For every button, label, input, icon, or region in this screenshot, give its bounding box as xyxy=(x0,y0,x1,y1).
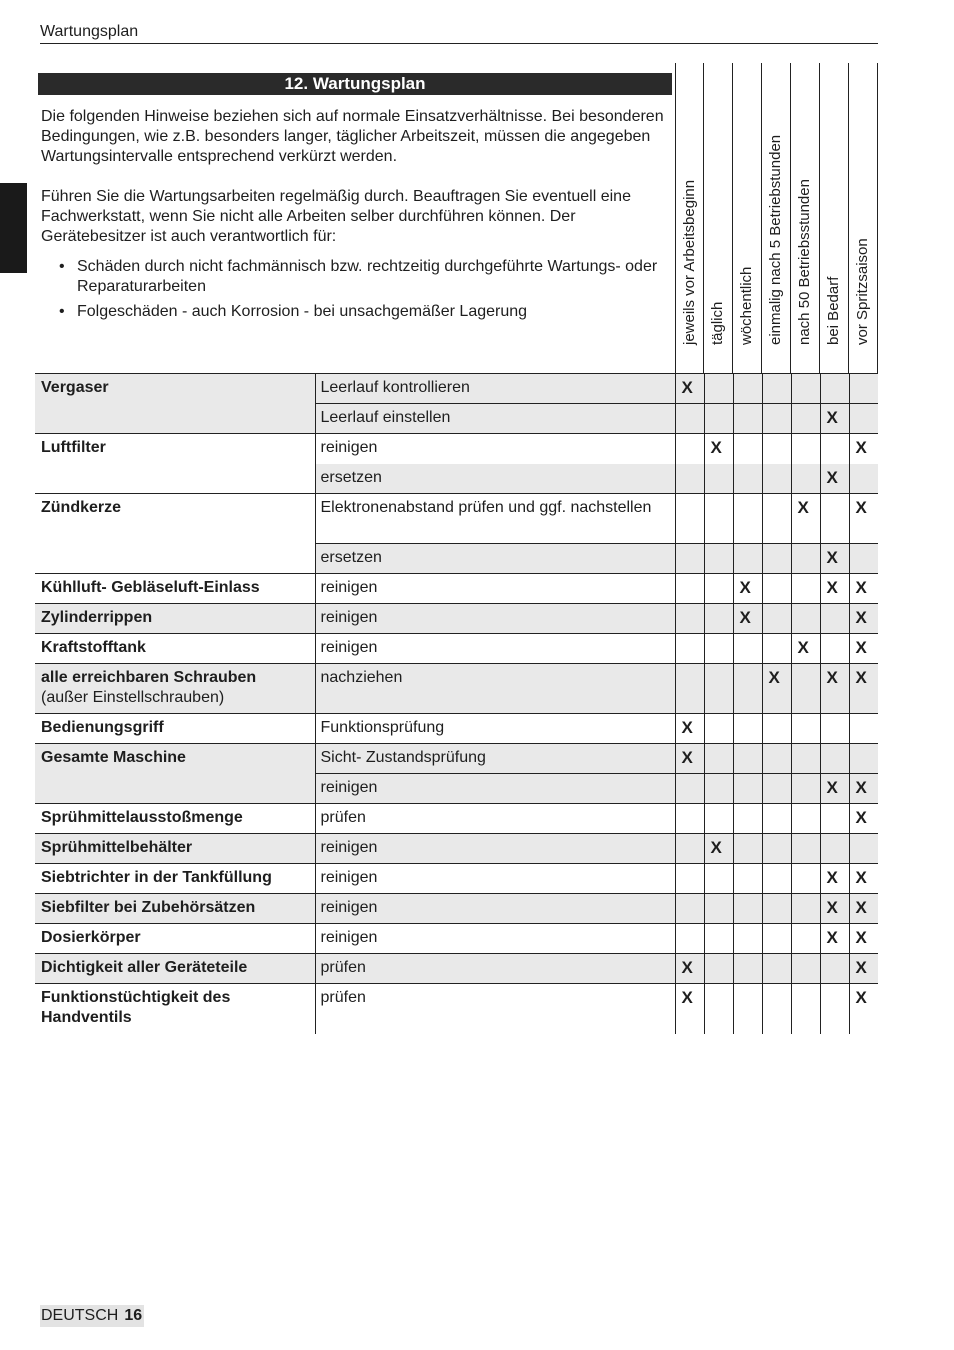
interval-mark-cell xyxy=(704,714,733,744)
interval-mark-cell xyxy=(791,714,820,744)
running-header: Wartungsplan xyxy=(40,23,139,40)
interval-mark: X xyxy=(849,924,878,954)
interval-mark: X xyxy=(820,894,849,924)
interval-mark: X xyxy=(791,634,820,664)
interval-mark: X xyxy=(675,374,704,404)
frequency-column-header xyxy=(733,63,762,373)
interval-mark-cell xyxy=(849,404,878,434)
interval-mark-cell xyxy=(704,954,733,984)
table-row xyxy=(35,634,878,664)
table-row xyxy=(35,834,878,864)
action-cell: Leerlauf einstellen xyxy=(315,404,675,434)
action-cell: reinigen xyxy=(315,924,675,954)
interval-mark-cell xyxy=(820,744,849,774)
interval-mark: X xyxy=(820,574,849,604)
frequency-column-header xyxy=(820,63,849,373)
interval-mark-cell xyxy=(820,714,849,744)
interval-mark-cell xyxy=(849,714,878,744)
interval-mark-cell xyxy=(791,404,820,434)
component-name: Siebfilter bei Zubehörsätzen xyxy=(41,899,256,916)
component-name: Zylinderrippen xyxy=(41,609,153,626)
maintenance-table xyxy=(35,373,878,1034)
interval-mark: X xyxy=(820,664,849,714)
action-cell: reinigen xyxy=(315,604,675,634)
interval-mark-cell xyxy=(849,374,878,404)
interval-mark-cell xyxy=(791,434,820,464)
table-row xyxy=(35,984,878,1034)
interval-mark-cell xyxy=(675,804,704,834)
component-name: Sprühmittelbehälter xyxy=(41,839,193,856)
interval-mark-cell xyxy=(733,744,762,774)
interval-mark-cell xyxy=(675,924,704,954)
interval-mark: X xyxy=(675,744,704,774)
interval-mark-cell xyxy=(791,804,820,834)
interval-mark-cell xyxy=(762,374,791,404)
interval-mark: X xyxy=(733,604,762,634)
component-cell xyxy=(35,744,315,804)
component-cell xyxy=(35,664,315,714)
interval-mark-cell xyxy=(762,574,791,604)
interval-mark: X xyxy=(849,634,878,664)
frequency-column-header xyxy=(675,63,704,373)
interval-mark-cell xyxy=(762,834,791,864)
component-cell xyxy=(35,804,315,834)
interval-mark: X xyxy=(849,774,878,804)
interval-mark-cell xyxy=(733,714,762,744)
component-name: Bedienungsgriff xyxy=(41,719,164,736)
interval-mark-cell xyxy=(704,984,733,1034)
interval-mark: X xyxy=(820,544,849,574)
interval-mark-cell xyxy=(733,834,762,864)
interval-mark-cell xyxy=(733,954,762,984)
interval-mark-cell xyxy=(704,374,733,404)
interval-mark-cell xyxy=(791,864,820,894)
interval-mark-cell xyxy=(675,544,704,574)
component-cell xyxy=(35,604,315,634)
interval-mark-cell xyxy=(791,924,820,954)
interval-mark-cell xyxy=(820,954,849,984)
chapter-side-tab xyxy=(0,183,27,273)
action-cell: reinigen xyxy=(315,574,675,604)
action-cell: nachziehen xyxy=(315,664,675,714)
interval-mark-cell xyxy=(704,464,733,494)
component-cell xyxy=(35,834,315,864)
interval-mark-cell xyxy=(675,604,704,634)
interval-mark-cell xyxy=(704,544,733,574)
component-name: Siebtrichter in der Tankfüllung xyxy=(41,869,272,886)
interval-mark: X xyxy=(733,574,762,604)
table-row xyxy=(35,664,878,714)
interval-mark: X xyxy=(849,574,878,604)
responsibility-list xyxy=(59,257,673,322)
component-cell xyxy=(35,864,315,894)
frequency-column-header xyxy=(762,63,791,373)
interval-mark-cell xyxy=(820,804,849,834)
table-row xyxy=(35,954,878,984)
interval-mark-cell xyxy=(762,464,791,494)
component-name: Gesamte Maschine xyxy=(41,749,186,766)
interval-mark-cell xyxy=(791,834,820,864)
interval-mark: X xyxy=(762,664,791,714)
action-cell: reinigen xyxy=(315,774,675,804)
header-rule xyxy=(40,43,878,44)
component-name: Sprühmittelausstoßmenge xyxy=(41,809,243,826)
frequency-label: vor Spritzsaison xyxy=(854,238,871,345)
component-cell xyxy=(35,894,315,924)
interval-mark-cell xyxy=(733,404,762,434)
frequency-header xyxy=(675,63,878,373)
interval-mark: X xyxy=(675,954,704,984)
table-row xyxy=(35,864,878,894)
interval-mark: X xyxy=(849,984,878,1034)
interval-mark-cell xyxy=(675,494,704,544)
interval-mark: X xyxy=(675,984,704,1034)
interval-mark-cell xyxy=(675,774,704,804)
action-cell: Funktionsprüfung xyxy=(315,714,675,744)
frequency-column-header xyxy=(849,63,878,373)
interval-mark-cell xyxy=(704,494,733,544)
component-name: Zündkerze xyxy=(41,499,122,516)
interval-mark-cell xyxy=(791,604,820,634)
interval-mark-cell xyxy=(733,894,762,924)
interval-mark-cell xyxy=(733,924,762,954)
frequency-label: nach 50 Betriebsstunden xyxy=(796,179,813,345)
interval-mark: X xyxy=(849,494,878,544)
interval-mark: X xyxy=(675,714,704,744)
interval-mark-cell xyxy=(704,864,733,894)
interval-mark-cell xyxy=(704,804,733,834)
frequency-label: wöchentlich xyxy=(738,266,755,345)
interval-mark-cell xyxy=(675,634,704,664)
interval-mark-cell xyxy=(820,834,849,864)
action-cell: reinigen xyxy=(315,634,675,664)
interval-mark-cell xyxy=(762,804,791,834)
interval-mark: X xyxy=(849,804,878,834)
interval-mark-cell xyxy=(791,894,820,924)
interval-mark-cell xyxy=(791,744,820,774)
interval-mark-cell xyxy=(733,544,762,574)
component-name: Funktionstüchtigkeit des Handventils xyxy=(41,989,231,1026)
interval-mark-cell xyxy=(762,924,791,954)
interval-mark-cell xyxy=(675,834,704,864)
interval-mark-cell xyxy=(675,434,704,464)
table-row xyxy=(35,744,878,774)
frequency-column-header xyxy=(791,63,820,373)
interval-mark: X xyxy=(820,864,849,894)
interval-mark-cell xyxy=(733,634,762,664)
interval-mark-cell xyxy=(704,924,733,954)
action-cell: reinigen xyxy=(315,834,675,864)
interval-mark-cell xyxy=(820,494,849,544)
interval-mark-cell xyxy=(820,374,849,404)
interval-mark: X xyxy=(704,834,733,864)
component-name: Kühlluft- Gebläseluft-Einlass xyxy=(41,579,260,596)
interval-mark-cell xyxy=(762,494,791,544)
component-name: Dosierkörper xyxy=(41,929,141,946)
table-row xyxy=(35,494,878,544)
action-cell: prüfen xyxy=(315,954,675,984)
interval-mark-cell xyxy=(704,894,733,924)
interval-mark-cell xyxy=(820,604,849,634)
frequency-label: täglich xyxy=(709,301,726,345)
interval-mark-cell xyxy=(849,744,878,774)
table-row xyxy=(35,804,878,834)
table-row xyxy=(35,924,878,954)
interval-mark-cell xyxy=(704,744,733,774)
interval-mark-cell xyxy=(762,434,791,464)
interval-mark: X xyxy=(791,494,820,544)
interval-mark-cell xyxy=(733,774,762,804)
interval-mark-cell xyxy=(762,744,791,774)
component-name: Vergaser xyxy=(41,379,109,396)
interval-mark-cell xyxy=(791,544,820,574)
action-cell: reinigen xyxy=(315,894,675,924)
interval-mark-cell xyxy=(791,984,820,1034)
table-row xyxy=(35,604,878,634)
action-cell: prüfen xyxy=(315,804,675,834)
interval-mark-cell xyxy=(733,664,762,714)
component-cell xyxy=(35,954,315,984)
interval-mark-cell xyxy=(704,404,733,434)
interval-mark-cell xyxy=(791,954,820,984)
list-item: • Schäden durch nicht fachmännisch bzw. rechtzeitig durchgeführte Wartungs- oder Reparaturarbeiten xyxy=(59,257,673,297)
interval-mark: X xyxy=(820,924,849,954)
interval-mark-cell xyxy=(675,404,704,434)
component-cell xyxy=(35,574,315,604)
frequency-label: jeweils vor Arbeitsbeginn xyxy=(680,179,698,345)
component-name: Dichtigkeit aller Geräteteile xyxy=(41,959,248,976)
interval-mark: X xyxy=(849,894,878,924)
table-row xyxy=(35,714,878,744)
component-name: Luftfilter xyxy=(41,439,106,456)
interval-mark-cell xyxy=(675,664,704,714)
interval-mark-cell xyxy=(849,834,878,864)
frequency-column-header xyxy=(704,63,733,373)
footer-language: DEUTSCH xyxy=(41,1307,119,1324)
interval-mark-cell xyxy=(791,664,820,714)
interval-mark: X xyxy=(849,664,878,714)
interval-mark-cell xyxy=(675,864,704,894)
interval-mark-cell xyxy=(675,464,704,494)
interval-mark-cell xyxy=(762,954,791,984)
table-row xyxy=(35,434,878,464)
table-row xyxy=(35,574,878,604)
interval-mark-cell xyxy=(820,434,849,464)
action-cell: Elektronenabstand prüfen und ggf. nachstellen xyxy=(315,494,675,544)
action-cell: ersetzen xyxy=(315,544,675,574)
interval-mark-cell xyxy=(762,604,791,634)
interval-mark-cell xyxy=(733,984,762,1034)
interval-mark-cell xyxy=(791,464,820,494)
interval-mark-cell xyxy=(704,664,733,714)
intro-paragraph-1: Die folgenden Hinweise beziehen sich auf normale Einsatzverhältnisse. Bei besonderen Bedingungen, wie z.B. besonders langer, täglicher Arbeitszeit, müssen die angegeben Wartungsintervalle entsprechend verkürzt werden. xyxy=(41,108,664,165)
interval-mark-cell xyxy=(762,894,791,924)
interval-mark-cell xyxy=(733,464,762,494)
interval-mark-cell xyxy=(849,544,878,574)
interval-mark: X xyxy=(849,434,878,464)
interval-mark-cell xyxy=(849,464,878,494)
action-cell: ersetzen xyxy=(315,464,675,494)
section-title: 12. Wartungsplan xyxy=(38,73,672,95)
interval-mark: X xyxy=(820,774,849,804)
interval-mark-cell xyxy=(675,574,704,604)
action-cell: prüfen xyxy=(315,984,675,1034)
component-cell xyxy=(35,714,315,744)
interval-mark: X xyxy=(704,434,733,464)
table-row xyxy=(35,374,878,404)
list-item: • Folgeschäden - auch Korrosion - bei unsachgemäßer Lagerung xyxy=(59,302,673,322)
action-cell: Leerlauf kontrollieren xyxy=(315,374,675,404)
interval-mark: X xyxy=(849,604,878,634)
interval-mark-cell xyxy=(733,804,762,834)
interval-mark: X xyxy=(820,404,849,434)
component-name: Kraftstofftank xyxy=(41,639,146,656)
interval-mark-cell xyxy=(820,634,849,664)
component-cell xyxy=(35,374,315,434)
interval-mark-cell xyxy=(733,434,762,464)
component-cell xyxy=(35,924,315,954)
component-cell xyxy=(35,434,315,494)
component-cell xyxy=(35,984,315,1034)
interval-mark: X xyxy=(849,954,878,984)
component-name: alle erreichbaren Schrauben xyxy=(41,669,257,686)
interval-mark-cell xyxy=(675,894,704,924)
interval-mark-cell xyxy=(791,374,820,404)
interval-mark-cell xyxy=(762,634,791,664)
page-number: 16 xyxy=(124,1307,143,1324)
interval-mark-cell xyxy=(762,864,791,894)
interval-mark-cell xyxy=(762,714,791,744)
interval-mark-cell xyxy=(733,494,762,544)
interval-mark-cell xyxy=(762,774,791,804)
interval-mark: X xyxy=(849,864,878,894)
interval-mark-cell xyxy=(791,774,820,804)
interval-mark-cell xyxy=(791,574,820,604)
interval-mark-cell xyxy=(704,774,733,804)
interval-mark-cell xyxy=(762,984,791,1034)
interval-mark-cell xyxy=(762,404,791,434)
interval-mark-cell xyxy=(704,604,733,634)
interval-mark-cell xyxy=(820,984,849,1034)
interval-mark-cell xyxy=(733,864,762,894)
frequency-label: einmalig nach 5 Betriebstunden xyxy=(767,134,784,345)
component-note: (außer Einstellschrauben) xyxy=(41,689,225,706)
action-cell: Sicht- Zustandsprüfung xyxy=(315,744,675,774)
interval-mark: X xyxy=(820,464,849,494)
component-cell xyxy=(35,494,315,574)
interval-mark-cell xyxy=(704,574,733,604)
intro-paragraph-2: Führen Sie die Wartungsarbeiten regelmäßig durch. Beauftragen Sie eventuell eine Fachwerkstatt, wenn Sie nicht alle Arbeiten selber durchführen können. Der Gerätebesitzer ist auch verantwortlich für: xyxy=(41,188,631,245)
table-row xyxy=(35,894,878,924)
interval-mark-cell xyxy=(762,544,791,574)
action-cell: reinigen xyxy=(315,864,675,894)
action-cell: reinigen xyxy=(315,434,675,464)
intro-text xyxy=(41,107,673,327)
component-cell xyxy=(35,634,315,664)
frequency-label: bei Bedarf xyxy=(825,276,842,345)
interval-mark-cell xyxy=(704,634,733,664)
page-footer xyxy=(40,1305,144,1327)
interval-mark-cell xyxy=(733,374,762,404)
